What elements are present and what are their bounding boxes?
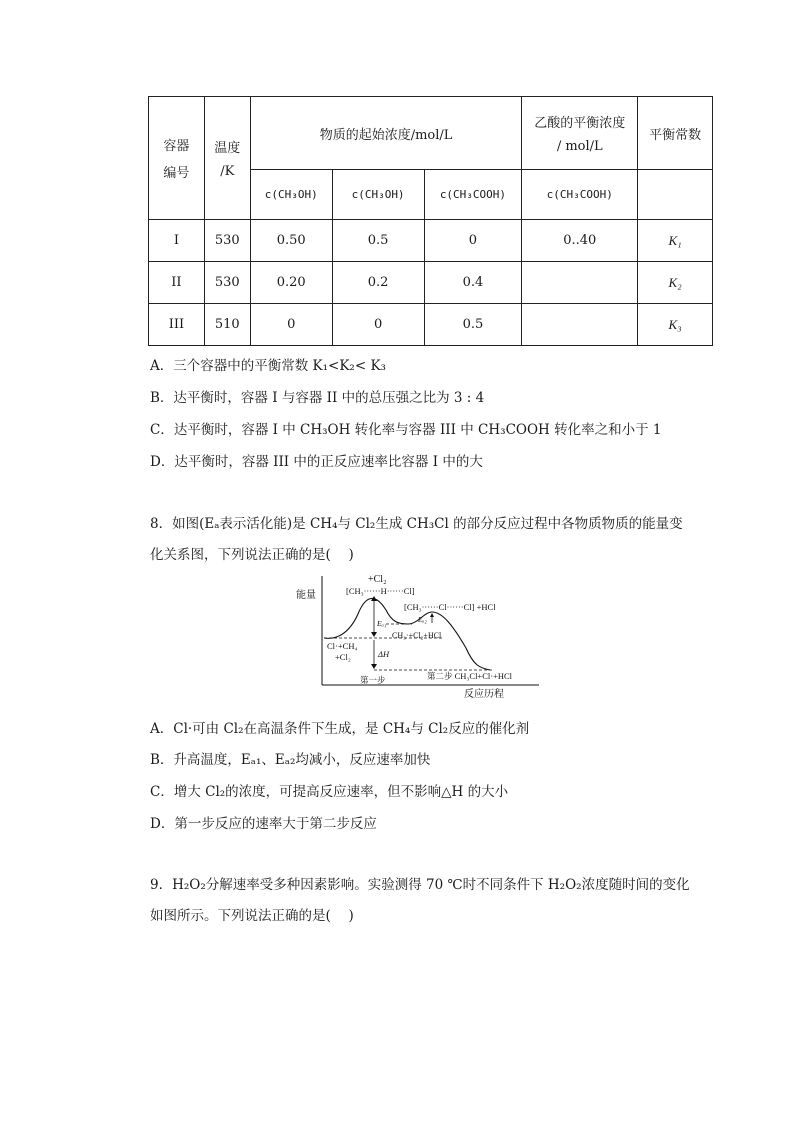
reactant-label-1: Cl·+CH₄: [327, 641, 358, 651]
transition-state-2: [CH₃······Cl······Cl] +HCl: [404, 602, 496, 612]
q8-stem-line2: 化关系图，下列说法正确的是( ): [150, 547, 354, 563]
subheader-c1: c(CH₃OH): [250, 170, 332, 220]
subheader-blank: [638, 170, 713, 220]
energy-diagram: [294, 572, 544, 700]
q8-option-c: C．增大 Cl₂的浓度，可提高反应速率，但不影响△H 的大小: [150, 784, 509, 800]
header-K: 平衡常数: [638, 97, 713, 170]
header-initial-conc: 物质的起始浓度/mol/L: [250, 97, 522, 170]
q7-option-c: C．达平衡时，容器 I 中 CH₃OH 转化率与容器 III 中 CH₃COOH 转化率之和小于 1: [150, 422, 662, 438]
q9-stem-line1: 9．H₂O₂分解速率受多种因素影响。实验测得 70 ℃时不同条件下 H₂O₂浓度随时间的变化: [150, 877, 690, 893]
q7-option-a: A．三个容器中的平衡常数 K₁<K₂< K₃: [150, 358, 386, 374]
q7-option-b: B．达平衡时，容器 I 与容器 II 中的总压强之比为 3 : 4: [150, 390, 485, 406]
reactant-label-2: +Cl₂: [335, 652, 351, 662]
q8-option-a: A．Cl·可由 Cl₂在高温条件下生成，是 CH₄与 Cl₂反应的催化剂: [150, 721, 530, 737]
delta-h-label: ΔH: [378, 649, 390, 659]
ea1-label: Eₐ₁: [377, 619, 387, 628]
table-row: II 530 0.20 0.2 0.4 K₂: [149, 262, 713, 304]
step2-label: 第二步 CH₃Cl+Cl·+HCl: [427, 671, 513, 681]
subheader-c2: c(CH₃OH): [332, 170, 424, 220]
y-axis-label: 能量: [296, 590, 316, 601]
equilibrium-table: [148, 96, 713, 346]
header-eq-conc: 乙酸的平衡浓度 / mol/L: [522, 97, 638, 170]
subheader-c3: c(CH₃COOH): [424, 170, 522, 220]
subheader-eq: c(CH₃COOH): [522, 170, 638, 220]
top-label: +Cl₂: [368, 574, 387, 585]
header-temp: 温度 /K: [204, 97, 250, 220]
intermediate-label: CH₃·+Cl₂+HCl: [392, 631, 442, 640]
x-axis-label: 反应历程: [464, 689, 504, 700]
ea2-label: Eₐ₂: [418, 616, 427, 624]
table-row: I 530 0.50 0.5 0 0..40 K₁: [149, 220, 713, 262]
q8-option-b: B．升高温度，Eₐ₁、Eₐ₂均减小，反应速率加快: [150, 752, 431, 768]
table-row: III 510 0 0 0.5 K₃: [149, 304, 713, 346]
q8-option-d: D．第一步反应的速率大于第二步反应: [150, 816, 377, 832]
header-container: 容器 编号: [149, 97, 205, 220]
step1-label: 第一步: [360, 675, 386, 685]
transition-state-1: [CH₃······H······Cl]: [346, 586, 415, 596]
q9-stem-line2: 如图所示。下列说法正确的是( ): [150, 908, 354, 924]
q7-option-d: D．达平衡时，容器 III 中的正反应速率比容器 I 中的大: [150, 454, 483, 470]
q8-stem-line1: 8．如图(Eₐ表示活化能)是 CH₄与 Cl₂生成 CH₃Cl 的部分反应过程中各物质物质的能量变: [150, 516, 683, 532]
